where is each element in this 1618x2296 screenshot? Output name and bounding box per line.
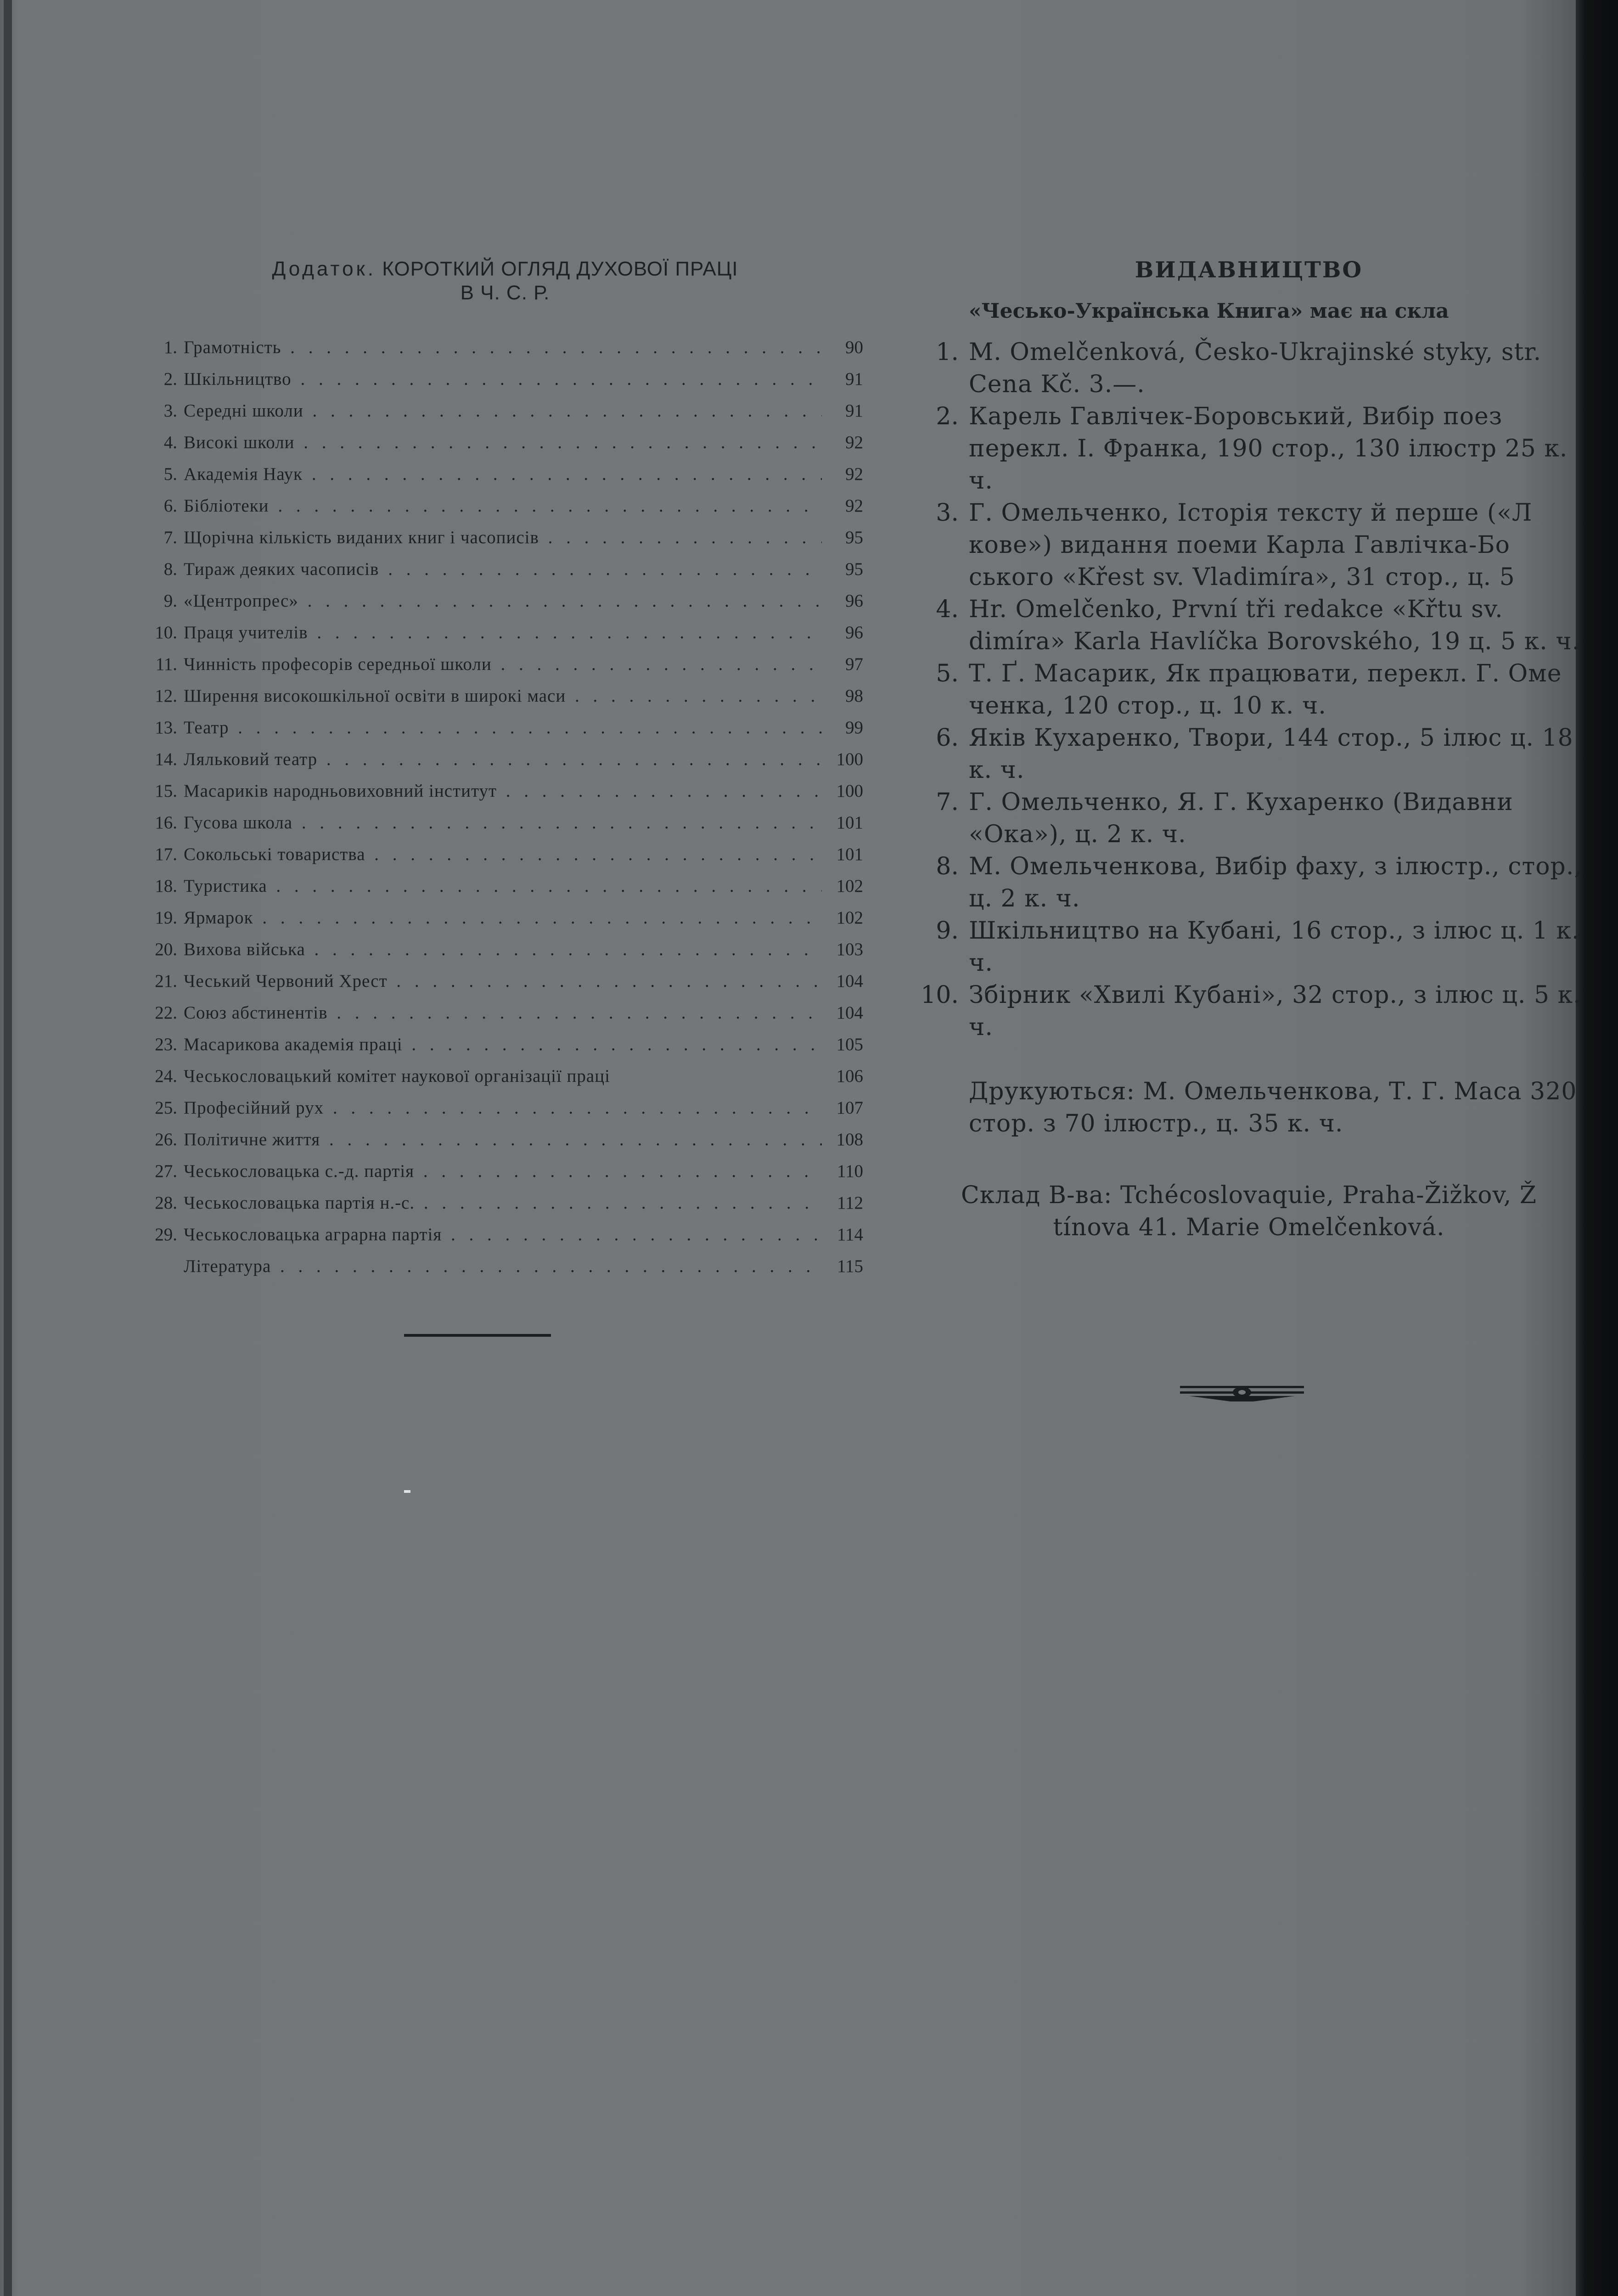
toc-entry-number: 15. bbox=[155, 781, 177, 801]
publication-item bbox=[914, 850, 1584, 915]
toc-entry-page: 112 bbox=[837, 1193, 863, 1213]
toc-entry-number: 1. bbox=[163, 338, 177, 357]
toc-entry-label: Сокольські товариства . . . bbox=[184, 844, 822, 865]
publication-item bbox=[914, 336, 1584, 400]
toc-entry-page: 105 bbox=[836, 1035, 863, 1054]
toc-entry-label: Високі школи . . . bbox=[184, 432, 822, 453]
publication-number: 6. bbox=[936, 724, 959, 752]
publisher-intro: «Чесько-Українська Книга» має на скла bbox=[969, 299, 1449, 323]
toc-entry-label: Ширення високошкільної освіти в широкі маси . . . bbox=[184, 686, 822, 707]
toc-entry bbox=[147, 400, 863, 422]
toc-entry-label: «Центропрес» . . . bbox=[184, 591, 822, 612]
publication-text: М. Омельченкова, Вибір фаху, з ілюстр., стор., ц. 2 к. ч. bbox=[969, 853, 1582, 912]
publication-list bbox=[914, 336, 1584, 1043]
publication-number: 10. bbox=[921, 981, 959, 1009]
toc-entry bbox=[147, 432, 863, 453]
toc-entry-number: 7. bbox=[163, 528, 177, 547]
toc-entry-label: Союз абстинентів . . . bbox=[184, 1002, 822, 1024]
toc-entry bbox=[147, 1066, 863, 1087]
toc-entry-page: 100 bbox=[836, 781, 863, 801]
toc-entry-number: 12. bbox=[155, 686, 177, 706]
publication-number: 2. bbox=[936, 403, 959, 430]
toc-entry-label: Щорічна кількість виданих книг і часописів . . . bbox=[184, 527, 822, 548]
toc-entry-number: 11. bbox=[155, 654, 177, 674]
toc-entry-page: 91 bbox=[845, 401, 863, 421]
toc-entry-page: 106 bbox=[836, 1066, 863, 1086]
publication-number: 9. bbox=[936, 917, 959, 945]
toc-entry bbox=[147, 527, 863, 548]
toc-entry bbox=[147, 622, 863, 643]
toc-entry-number: 9. bbox=[163, 591, 177, 611]
toc-title-main: КОРОТКИЙ ОГЛЯД ДУХОВОЇ ПРАЦІ bbox=[382, 258, 738, 280]
toc-entry-label: Чеський Червоний Хрест . . . bbox=[184, 971, 822, 992]
toc-entry-label: Гусова школа . . . bbox=[184, 812, 822, 833]
toc-entry-page: 95 bbox=[845, 559, 863, 579]
warehouse-line-1: Склад В-ва: Tchécoslovaquie, Praha-Žižkov, Ž bbox=[961, 1182, 1537, 1209]
toc-entry-number: 24. bbox=[155, 1066, 177, 1086]
toc-title-line2: В Ч. С. Р. bbox=[460, 281, 550, 304]
publication-text: Збірник «Хвилі Кубані», 32 стор., з ілюс ц. 5 к. ч. bbox=[969, 981, 1581, 1041]
toc-entry-page: 92 bbox=[845, 496, 863, 516]
toc-entry-page: 97 bbox=[845, 654, 863, 674]
toc-entry bbox=[147, 464, 863, 485]
toc-entry-page: 91 bbox=[845, 369, 863, 389]
toc-entry-number: 6. bbox=[163, 496, 177, 516]
toc-entry-number: 20. bbox=[155, 940, 177, 959]
toc-entry-number: 2. bbox=[163, 369, 177, 389]
toc-entry-number: 21. bbox=[155, 971, 177, 991]
publication-item bbox=[914, 786, 1584, 850]
toc-entry-number: 13. bbox=[155, 718, 177, 737]
toc-entry bbox=[147, 337, 863, 358]
toc-entry-label: Чинність професорів середньої школи . . . bbox=[184, 654, 822, 675]
toc-entry bbox=[147, 939, 863, 960]
paper-speck bbox=[404, 1490, 410, 1493]
toc-entry-number: 25. bbox=[155, 1098, 177, 1118]
publication-text: Г. Омельченко, Історія тексту й перше («Л кове») видання поеми Карла Гавлічка-Бо ського «Křest sv. Vladimíra», 31 стор., ц. 5 bbox=[969, 499, 1533, 591]
toc-entry bbox=[147, 1161, 863, 1182]
publication-number: 4. bbox=[936, 596, 959, 623]
toc-entry-label: Праця учителів . . . bbox=[184, 622, 822, 643]
toc-entry bbox=[147, 1193, 863, 1214]
toc-entry-label: Чеськословацький комітет наукової організації праці bbox=[184, 1066, 610, 1086]
toc-entry-page: 114 bbox=[837, 1225, 863, 1244]
toc-entry-page: 92 bbox=[845, 464, 863, 484]
toc-entry-number: 14. bbox=[155, 749, 177, 769]
toc-entry-page: 110 bbox=[837, 1161, 863, 1181]
toc-entry-number: 4. bbox=[163, 433, 177, 452]
toc-entry-number: 27. bbox=[155, 1161, 177, 1181]
toc-entry-number: 26. bbox=[155, 1130, 177, 1149]
toc-entry bbox=[147, 654, 863, 675]
toc-entry-label: Ярмарок . . . bbox=[184, 907, 822, 929]
toc-entry-label: Політичне життя . . . bbox=[184, 1129, 822, 1150]
toc-entry-label: Професійний рух . . . bbox=[184, 1097, 822, 1119]
toc-entry-page: 102 bbox=[836, 876, 863, 896]
toc-entry-number: 19. bbox=[155, 908, 177, 928]
toc-title-prefix: Додаток. bbox=[272, 258, 376, 280]
toc-entry-page: 115 bbox=[837, 1256, 863, 1276]
toc-entry-page: 96 bbox=[845, 591, 863, 611]
toc-entry-label: Шкільництво . . . bbox=[184, 369, 822, 390]
publication-item bbox=[914, 722, 1584, 786]
warehouse-address bbox=[914, 1179, 1584, 1244]
appendix-toc bbox=[147, 257, 863, 1288]
publication-number: 1. bbox=[936, 338, 959, 366]
publication-number: 8. bbox=[936, 853, 959, 880]
toc-entry-label: Масариків народньовиховний інститут . . . bbox=[184, 781, 822, 802]
toc-entry-page: 96 bbox=[845, 623, 863, 642]
toc-entry-number bbox=[147, 1256, 184, 1277]
toc-entry bbox=[147, 1002, 863, 1024]
publication-number: 7. bbox=[936, 788, 959, 816]
toc-title bbox=[147, 257, 863, 305]
toc-entry bbox=[147, 812, 863, 833]
toc-entry bbox=[147, 1256, 863, 1277]
toc-entry-page: 104 bbox=[836, 1003, 863, 1023]
divider-rule bbox=[404, 1334, 551, 1337]
toc-entry-label: Бібліотеки . . . bbox=[184, 495, 822, 517]
toc-entry bbox=[147, 781, 863, 802]
warehouse-line-2: tínova 41. Marie Omelčenková. bbox=[1053, 1214, 1445, 1241]
toc-entry-page: 108 bbox=[836, 1130, 863, 1149]
toc-entry-number: 23. bbox=[155, 1035, 177, 1054]
toc-entry-page: 98 bbox=[845, 686, 863, 706]
toc-entry-page: 101 bbox=[836, 813, 863, 833]
toc-list bbox=[147, 337, 863, 1277]
toc-entry bbox=[147, 1224, 863, 1245]
toc-entry-number: 5. bbox=[163, 464, 177, 484]
publication-item bbox=[914, 658, 1584, 722]
toc-entry-label: Театр . . . bbox=[184, 717, 822, 738]
toc-entry-label: Грамотність . . . bbox=[184, 337, 822, 358]
publication-text: M. Omelčenková, Česko-Ukrajinské styky, str. Cena Kč. 3.—. bbox=[969, 338, 1542, 398]
publisher-section bbox=[914, 257, 1584, 1244]
toc-entry-label: Середні школи . . . bbox=[184, 400, 822, 422]
toc-entry bbox=[147, 1097, 863, 1119]
left-binding-edge bbox=[4, 0, 12, 2296]
publication-text: Г. Омельченко, Я. Г. Кухаренко (Видавни «Ока»), ц. 2 к. ч. bbox=[969, 788, 1513, 848]
publication-text: Яків Кухаренко, Твори, 144 стор., 5 ілюс ц. 18 к. ч. bbox=[969, 724, 1573, 784]
toc-entry-label: Тираж деяких часописів . . . bbox=[184, 559, 822, 580]
publication-item bbox=[914, 979, 1584, 1043]
toc-entry-number: 10. bbox=[155, 623, 177, 642]
toc-entry bbox=[147, 369, 863, 390]
toc-entry-page: 103 bbox=[836, 940, 863, 959]
toc-entry bbox=[147, 907, 863, 929]
toc-entry bbox=[147, 591, 863, 612]
toc-entry-page: 99 bbox=[845, 718, 863, 737]
toc-entry bbox=[147, 1034, 863, 1055]
toc-entry bbox=[147, 686, 863, 707]
toc-entry-number: 18. bbox=[155, 876, 177, 896]
toc-entry-label: Академія Наук . . . bbox=[184, 464, 822, 485]
toc-entry-label: Виховa війська . . . bbox=[184, 939, 822, 960]
toc-entry-number: 8. bbox=[163, 559, 177, 579]
publication-text: Карель Гавлічек-Боровський, Вибір поез перекл. І. Франка, 190 стор., 130 ілюстр 25 к. ч. bbox=[969, 403, 1568, 495]
toc-entry-page: 100 bbox=[836, 749, 863, 769]
toc-entry-page: 107 bbox=[836, 1098, 863, 1118]
toc-entry bbox=[147, 971, 863, 992]
publication-number: 5. bbox=[936, 660, 959, 687]
toc-entry-label: Чеськословацька с.-д. партія . . . bbox=[184, 1161, 822, 1182]
toc-entry-label: Чеськословацька партія н.-с. . . . bbox=[184, 1193, 822, 1214]
toc-entry-number: 3. bbox=[163, 401, 177, 421]
toc-entry-page: 101 bbox=[836, 844, 863, 864]
publication-item bbox=[914, 400, 1584, 497]
publication-text: Шкільництво на Кубані, 16 стор., з ілюс ц. 1 к. ч. bbox=[969, 917, 1580, 977]
publisher-heading: ВИДАВНИЦТВО bbox=[1135, 257, 1363, 283]
toc-entry-page: 95 bbox=[845, 528, 863, 547]
toc-entry bbox=[147, 1129, 863, 1150]
publication-text: Hr. Omelčenko, První tři redakce «Křtu sv. dimíra» Karla Havlíčka Borovského, 19 ц. 5 к. ч. bbox=[969, 596, 1580, 655]
toc-entry bbox=[147, 559, 863, 580]
toc-entry-label: Масарикова академія праці . . . bbox=[184, 1034, 822, 1055]
toc-entry-number: 22. bbox=[155, 1003, 177, 1023]
publication-text: Т. Ґ. Масарик, Як працювати, перекл. Г. Оме ченка, 120 стор., ц. 10 к. ч. bbox=[969, 660, 1562, 720]
toc-entry bbox=[147, 717, 863, 738]
toc-entry bbox=[147, 876, 863, 897]
toc-entry-label: Література . . . bbox=[184, 1256, 822, 1277]
toc-entry-label: Чеськословацька аграрна партія . . . bbox=[184, 1224, 822, 1245]
publication-item bbox=[914, 497, 1584, 593]
toc-entry-number: 17. bbox=[155, 844, 177, 864]
toc-entry-page: 90 bbox=[845, 338, 863, 357]
toc-entry bbox=[147, 749, 863, 770]
ornament-icon bbox=[1180, 1378, 1304, 1405]
toc-entry-label: Ляльковий театр . . . bbox=[184, 749, 822, 770]
toc-entry-page: 92 bbox=[845, 433, 863, 452]
in-print-note: Друкуються: М. Омельченкова, Т. Г. Маса 320 стор. з 70 ілюстр., ц. 35 к. ч. bbox=[969, 1078, 1577, 1137]
toc-entry bbox=[147, 495, 863, 517]
toc-entry-page: 104 bbox=[836, 971, 863, 991]
toc-entry-number: 28. bbox=[155, 1193, 177, 1213]
publication-number: 3. bbox=[936, 499, 959, 527]
publication-item bbox=[914, 915, 1584, 979]
toc-entry-number: 16. bbox=[155, 813, 177, 833]
publication-item bbox=[914, 593, 1584, 658]
toc-entry bbox=[147, 844, 863, 865]
toc-entry-number: 29. bbox=[155, 1225, 177, 1244]
toc-entry-page: 102 bbox=[836, 908, 863, 928]
toc-entry-label: Туристика . . . bbox=[184, 876, 822, 897]
